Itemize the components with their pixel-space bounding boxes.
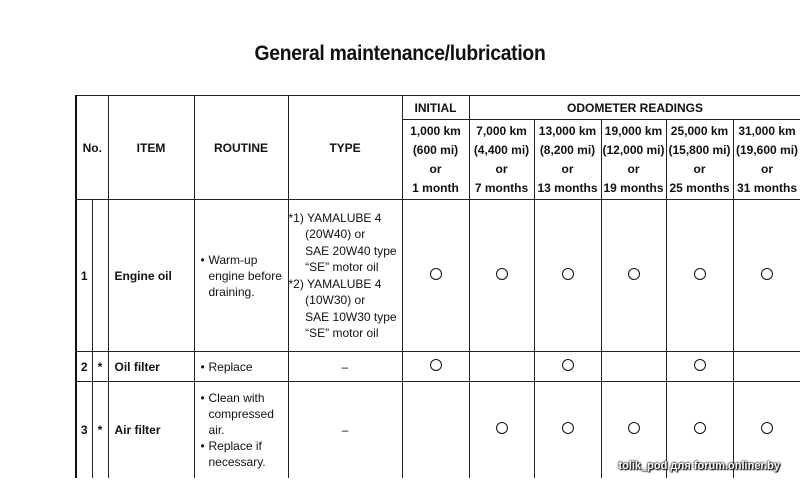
interval-mi: (12,000 mi) <box>602 142 665 157</box>
interval-header <box>733 120 800 200</box>
interval-months: 13 months <box>537 180 598 195</box>
interval-or: or <box>561 161 574 176</box>
row-star: * <box>92 382 108 479</box>
type-line: SAE 20W40 type <box>288 243 397 258</box>
schedule-cell <box>534 352 601 382</box>
watermark: tolik_pod для forum.onliner.by <box>618 460 780 472</box>
table-row <box>76 200 800 352</box>
type-line: SAE 10W30 type <box>288 309 397 324</box>
schedule-cell <box>402 382 469 479</box>
schedule-cell <box>469 352 534 382</box>
routine-step: • Warm-up engine before draining. <box>201 252 288 300</box>
interval-km: 31,000 km <box>738 123 796 138</box>
interval-km: 1,000 km <box>410 123 461 138</box>
type-line: “SE” motor oil <box>288 326 379 340</box>
type-line: *2) YAMALUBE 4 <box>288 276 382 291</box>
interval-km: 13,000 km <box>538 123 597 138</box>
circle-mark-icon <box>628 268 640 280</box>
page-title: General maintenance/lubrication <box>254 42 546 65</box>
header-routine: ROUTINE <box>194 96 288 200</box>
row-star: * <box>92 352 108 382</box>
row-routine <box>194 200 288 352</box>
row-item: Engine oil <box>108 200 194 352</box>
row-type: – <box>288 352 402 382</box>
interval-or: or <box>761 161 774 176</box>
interval-header <box>534 120 601 200</box>
circle-mark-icon <box>496 268 508 280</box>
interval-mi: (8,200 mi) <box>539 142 596 157</box>
circle-mark-icon <box>694 422 706 434</box>
schedule-cell <box>534 200 601 352</box>
interval-months: 1 month <box>412 180 459 195</box>
schedule-cell <box>601 200 666 352</box>
routine-step: • Replace <box>201 359 288 375</box>
interval-header <box>469 120 534 200</box>
interval-months: 7 months <box>474 180 529 195</box>
interval-or: or <box>495 161 508 176</box>
header-item: ITEM <box>108 96 194 200</box>
type-line: (20W40) or <box>288 227 366 241</box>
row-routine <box>194 382 288 479</box>
interval-mi: (4,400 mi) <box>473 142 530 157</box>
type-line: (10W30) or <box>288 293 366 307</box>
schedule-cell <box>666 352 733 382</box>
schedule-cell <box>733 200 800 352</box>
circle-mark-icon <box>562 268 574 280</box>
header-no: No. <box>76 96 108 200</box>
row-number: 2 <box>76 352 92 382</box>
row-star <box>92 200 108 352</box>
interval-mi: (15,800 mi) <box>668 142 731 157</box>
routine-step: • Clean with compressed air. <box>201 390 288 438</box>
schedule-cell <box>534 382 601 479</box>
row-routine <box>194 352 288 382</box>
interval-or: or <box>429 161 442 176</box>
interval-header <box>666 120 733 200</box>
row-number: 1 <box>76 200 92 352</box>
row-type: – <box>288 382 402 479</box>
table-row <box>76 352 800 382</box>
row-type <box>288 200 402 352</box>
row-item: Air filter <box>108 382 194 479</box>
schedule-cell <box>469 200 534 352</box>
interval-months: 19 months <box>603 180 664 195</box>
header-row-1 <box>76 96 800 120</box>
routine-step: • Replace if necessary. <box>201 438 288 470</box>
interval-header <box>601 120 666 200</box>
row-number: 3 <box>76 382 92 479</box>
circle-mark-icon <box>628 422 640 434</box>
circle-mark-icon <box>761 422 773 434</box>
interval-km: 19,000 km <box>604 123 663 138</box>
circle-mark-icon <box>694 359 706 371</box>
header-initial: INITIAL <box>402 96 469 120</box>
interval-header <box>402 120 469 200</box>
interval-km: 25,000 km <box>670 123 729 138</box>
circle-mark-icon <box>761 268 773 280</box>
header-odometer: ODOMETER READINGS <box>469 96 800 120</box>
interval-months: 25 months <box>669 180 730 195</box>
interval-km: 7,000 km <box>476 123 527 138</box>
interval-or: or <box>693 161 706 176</box>
schedule-cell <box>601 352 666 382</box>
row-item: Oil filter <box>108 352 194 382</box>
interval-mi: (600 mi) <box>412 142 459 157</box>
maintenance-table <box>75 95 800 478</box>
circle-mark-icon <box>562 422 574 434</box>
circle-mark-icon <box>496 422 508 434</box>
interval-months: 31 months <box>737 180 798 195</box>
schedule-cell <box>402 200 469 352</box>
circle-mark-icon <box>694 268 706 280</box>
circle-mark-icon <box>430 359 442 371</box>
circle-mark-icon <box>562 359 574 371</box>
type-line: “SE” motor oil <box>288 260 379 274</box>
schedule-cell <box>666 200 733 352</box>
interval-or: or <box>627 161 640 176</box>
schedule-cell <box>469 382 534 479</box>
schedule-cell <box>402 352 469 382</box>
interval-mi: (19,600 mi) <box>736 142 799 157</box>
schedule-cell <box>733 352 800 382</box>
circle-mark-icon <box>430 268 442 280</box>
header-type: TYPE <box>288 96 402 200</box>
type-line: *1) YAMALUBE 4 <box>288 210 382 225</box>
